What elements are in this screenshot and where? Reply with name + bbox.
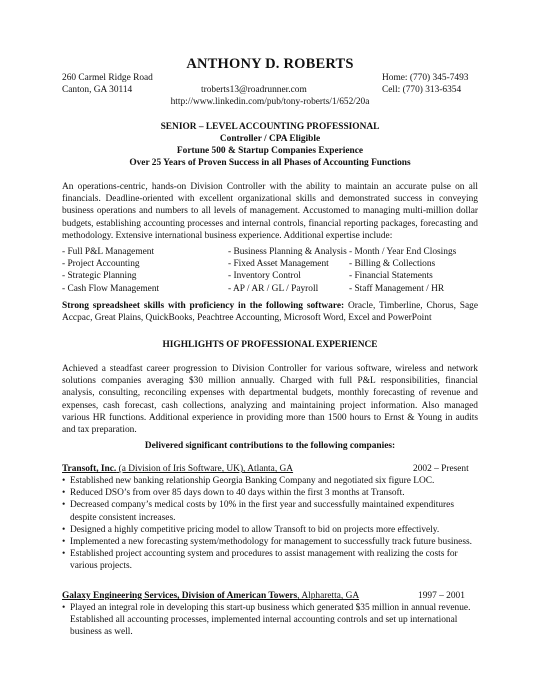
bullet-icon: •	[62, 488, 66, 499]
cell-phone: Cell: (770) 313-6354	[382, 85, 462, 95]
skill-item: - Fixed Asset Management	[228, 259, 329, 270]
skill-item: - AP / AR / GL / Payroll	[228, 283, 319, 294]
skill-item: - Business Planning & Analysis	[228, 247, 347, 257]
list-item: • Established project accounting system and procedures to assist management with realizing the costs for various projects.	[62, 549, 458, 572]
job-company: Galaxy Engineering Services, Division of American Towers	[62, 591, 298, 601]
bullet-icon: •	[62, 524, 66, 535]
skill-item: - Inventory Control	[228, 271, 301, 282]
software-paragraph	[62, 300, 478, 324]
email-link[interactable]: troberts13@roadrunner.com	[201, 85, 307, 95]
linkedin-link[interactable]: http://www.linkedin.com/pub/tony-roberts/1/652/20a	[170, 97, 370, 107]
list-item: • Reduced DSO’s from over 85 days down to 40 days within the first 3 months at Transoft.	[62, 488, 405, 499]
job-2-bullets	[62, 602, 482, 639]
skills-column-1	[62, 246, 159, 295]
list-item: • Played an integral role in developing this start-up business which generated $35 million in annual revenue. Established all accounting processes, implemented internal accounting controls and set up international business as well.	[62, 603, 471, 638]
skill-item: - Strategic Planning	[62, 271, 137, 282]
job-detail: (a Division of Iris Software, UK), Atlanta, GA	[116, 464, 294, 474]
headline-years: Over 25 Years of Proven Success in all Phases of Accounting Functions	[129, 158, 411, 168]
bullet-icon: •	[62, 537, 66, 548]
headline-experience: Fortune 500 & Startup Companies Experience	[176, 146, 364, 156]
skill-item: - Month / Year End Closings	[349, 247, 457, 257]
skill-item: - Financial Statements	[349, 271, 433, 282]
bullet-icon: •	[62, 549, 66, 560]
skill-item: - Staff Management / HR	[349, 283, 445, 294]
job-dates: 1997 – 2001	[418, 591, 465, 601]
street-address: 260 Carmel Ridge Road	[62, 73, 153, 83]
job-1-bullets	[62, 475, 482, 573]
bullet-icon: •	[62, 476, 66, 486]
software-list: Oracle, Timberline, Chorus, Sage Accpac, Great Plains, QuickBooks, Peachtree Accounting, Microsoft Word, Excel and PowerPoint	[62, 301, 478, 324]
highlights-heading: HIGHLIGHTS OF PROFESSIONAL EXPERIENCE	[162, 340, 378, 350]
job-company: Transoft, Inc.	[62, 464, 117, 474]
bullet-icon: •	[62, 500, 66, 511]
list-item: • Decreased company’s medical costs by 10% in the first year and successfully maintained expenditures despite consistent increases.	[62, 500, 454, 523]
list-item: • Implemented a new forecasting system/methodology for management to successfully track future business.	[62, 537, 472, 548]
job-1-header	[62, 463, 293, 475]
skill-item: - Project Accounting	[62, 259, 140, 270]
headline-role: Controller / CPA Eligible	[219, 134, 321, 144]
skills-column-3	[349, 246, 456, 295]
contributions-heading: Delivered significant contributions to the following companies:	[144, 441, 396, 451]
job-2-header	[62, 590, 359, 602]
headline-title: SENIOR – LEVEL ACCOUNTING PROFESSIONAL	[160, 122, 380, 132]
list-item: • Established new banking relationship Georgia Banking Company and negotiated six figure LOC.	[62, 476, 435, 486]
software-lead: Strong spreadsheet skills with proficiency in the following software:	[62, 301, 345, 311]
list-item: • Designed a highly competitive pricing model to allow Transoft to bid on projects more effectively.	[62, 524, 440, 535]
bullet-icon: •	[62, 603, 66, 613]
summary-paragraph: An operations-centric, hands-on Division Controller with the ability to maintain an accurate pulse on all financials. Deadline-oriented with excellent organizational skills and demonstrated success in conveying business operations and numbers to all levels of management. Accustomed to managing multi-million dollar budgets, establishing accounting processes and internal controls, financial reporting packages, forecasting and methodology. Extensive international business experience. Additional expertise include:	[62, 182, 478, 241]
city-address: Canton, GA 30114	[62, 85, 133, 95]
skill-item: - Full P&L Management	[62, 247, 155, 257]
skill-item: - Cash Flow Management	[62, 283, 160, 294]
job-dates: 2002 – Present	[413, 464, 469, 474]
highlights-paragraph: Achieved a steadfast career progression to Division Controller for various software, wireless and network solutions companies averaging $30 million annually. Charged with full P&L responsibilities, financial analysis, consulting, reconciling expenses with departmental budgets, monthly forecasting of revenue and expenses, cash forecast, cash collections, analyzing and maintaining project information. Also managed various HR functions. Additional experience in providing more than 1500 hours to Ernst & Young in audits and tax preparation.	[62, 364, 478, 436]
skills-column-2	[228, 246, 347, 295]
skill-item: - Billing & Collections	[349, 259, 436, 270]
job-detail: , Alpharetta, GA	[297, 591, 360, 601]
home-phone: Home: (770) 345-7493	[382, 73, 469, 83]
candidate-name: ANTHONY D. ROBERTS	[186, 56, 354, 72]
